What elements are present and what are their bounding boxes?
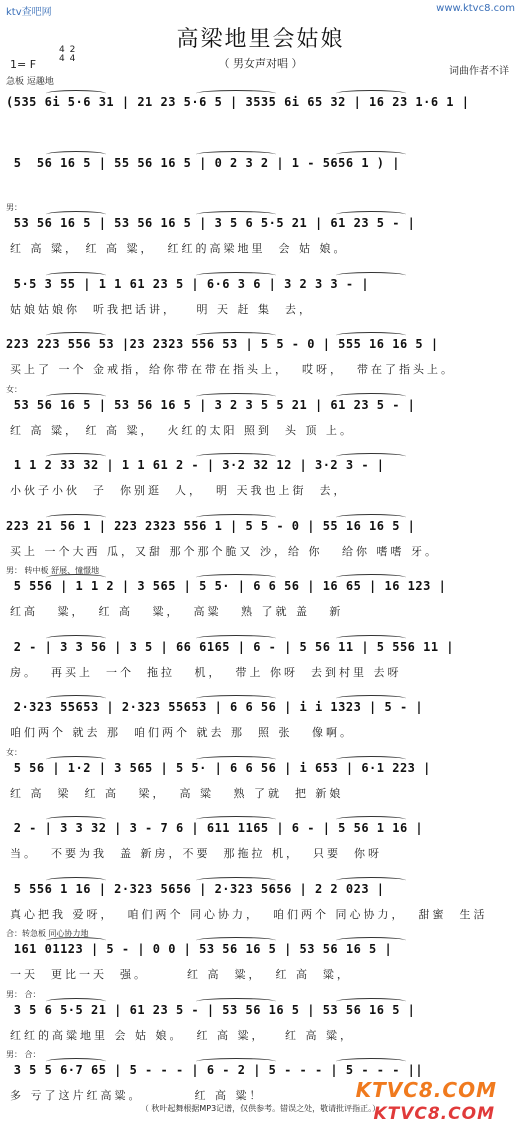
footnote: （ 秋叶起舞根据MP3记谱，仅供参考。错误之处，敬请批评指正。） xyxy=(140,1104,381,1113)
lyric-line: 当。 不要为我 盖 新房，不要 那拖拉 机， 只要 你呀 xyxy=(10,847,382,860)
section-label: 男： 合： xyxy=(6,990,41,999)
score-row xyxy=(6,277,513,323)
watermark-logo-orange: KTVC8.COM xyxy=(355,1078,497,1102)
notation-line: 53 56 16 5 | 53 56 16 5 | 3 5 6 5·5 21 | 61 23 5 - | xyxy=(6,216,416,230)
notation-line: 2·323 55653 | 2·323 55653 | 6 6 56 | i i 1323 | 5 - | xyxy=(6,700,424,714)
slur-mark xyxy=(196,574,276,581)
notation-line: 5 556 1 16 | 2·323 5656 | 2·323 5656 | 2 2 023 | xyxy=(6,882,385,896)
lyric-line: 买上了 一个 金戒指，给你带在带在指头上， 哎呀， 带在了指头上。 xyxy=(10,363,455,376)
score-row xyxy=(6,700,513,746)
time-signature xyxy=(58,46,76,64)
notation-line: 5 56 | 1·2 | 3 565 | 5 5· | 6 6 56 | i 653 | 6·1 223 | xyxy=(6,761,431,775)
section-label: 女： xyxy=(6,748,22,757)
slur-mark xyxy=(196,998,276,1005)
score-row xyxy=(6,882,513,928)
slur-mark xyxy=(196,756,276,763)
score-row xyxy=(6,579,513,625)
lyric-line: 咱们两个 就去 那 咱们两个 就去 那 照 张 像啊。 xyxy=(10,726,354,739)
notation-line: 5 556 | 1 1 2 | 3 565 | 5 5· | 6 6 56 | 16 65 | 16 123 | xyxy=(6,579,447,593)
slur-mark xyxy=(46,937,106,944)
score-row xyxy=(6,216,513,262)
section-label: 合：转急板 同心协力地 xyxy=(6,929,89,938)
slur-mark xyxy=(336,574,406,581)
song-title: 高梁地里会姑娘 xyxy=(176,27,345,52)
lyric-line: 买上 一个大西 瓜，又甜 那个那个脆又 沙，给 你 给你 嗜嗜 牙。 xyxy=(10,545,439,558)
notation-line: 223 21 56 1 | 223 2323 556 1 | 5 5 - 0 | 55 16 16 5 | xyxy=(6,519,416,533)
slur-mark xyxy=(196,635,276,642)
notation-line: 5·5 3 55 | 1 1 61 23 5 | 6·6 3 6 | 3 2 3 3 - | xyxy=(6,277,370,291)
notation-line: 3 5 6 5·5 21 | 61 23 5 - | 53 56 16 5 | 53 56 16 5 | xyxy=(6,1003,416,1017)
section-label: 女： xyxy=(6,385,22,394)
slur-mark xyxy=(46,695,106,702)
slur-mark xyxy=(196,514,276,521)
lyric-line: 一天 更比一天 强。 红 高 粱， 红 高 粱， xyxy=(10,968,351,981)
lyric-line: 房。 再买上 一个 拖拉 机， 带上 你呀 去到村里 去呀 xyxy=(10,666,402,679)
section-label: 男： 合： xyxy=(6,1050,41,1059)
site-name-left: ktv查吧网 xyxy=(6,7,52,18)
slur-mark xyxy=(196,272,276,279)
score-row xyxy=(6,519,513,565)
section-label: 男： xyxy=(6,203,22,212)
slur-mark xyxy=(46,756,106,763)
slur-mark xyxy=(336,816,406,823)
score-row xyxy=(6,1003,513,1049)
lyric-line: 真心把我 爱呀， 咱们两个 同心协力， 咱们两个 同心协力， 甜蜜 生活 xyxy=(10,908,488,921)
notation-line: 161 01123 | 5 - | 0 0 | 53 56 16 5 | 53 56 16 5 | xyxy=(6,942,393,956)
notation-line: (535 6i 5·6 31 | 21 23 5·6 5 | 3535 6i 65 32 | 16 23 1·6 1 | xyxy=(6,95,470,109)
score-row xyxy=(6,156,513,202)
slur-mark xyxy=(336,756,406,763)
section-label: 男： 转中板 舒展、憧憬地 xyxy=(6,566,100,575)
slur-mark xyxy=(46,514,106,521)
slur-mark xyxy=(46,816,106,823)
key-signature: 1= F xyxy=(10,58,37,71)
notation-line: 2 - | 3 3 32 | 3 - 7 6 | 611 1165 | 6 - | 5 56 1 16 | xyxy=(6,821,424,835)
lyric-line: 红 高 梁 红 高 梁， 高 粱 熟 了就 把 新娘 xyxy=(10,787,344,800)
score-row xyxy=(6,942,513,988)
slur-mark xyxy=(46,393,106,400)
lyric-line: 红高 粱， 红 高 粱， 高粱 熟 了就 盖 新 xyxy=(10,605,344,618)
slur-mark xyxy=(196,816,276,823)
notation-line: 53 56 16 5 | 53 56 16 5 | 3 2 3 5 5 21 | 61 23 5 - | xyxy=(6,398,416,412)
slur-mark xyxy=(46,877,106,884)
score-row xyxy=(6,640,513,686)
score-row xyxy=(6,821,513,867)
slur-mark xyxy=(196,695,276,702)
slur-mark xyxy=(46,272,106,279)
slur-mark xyxy=(336,635,406,642)
slur-mark xyxy=(46,1058,106,1065)
slur-mark xyxy=(196,393,276,400)
score-row xyxy=(6,761,513,807)
slur-mark xyxy=(336,1058,406,1065)
slur-mark xyxy=(196,877,276,884)
slur-mark xyxy=(336,514,406,521)
slur-mark xyxy=(336,937,406,944)
lyric-line: 姑娘姑娘你 听我把话讲， 明 天 赶 集 去， xyxy=(10,303,313,316)
score-row xyxy=(6,458,513,504)
tempo-marking: 急板 逗趣地 xyxy=(6,77,54,87)
notation-line: 5 56 16 5 | 55 56 16 5 | 0 2 3 2 | 1 - 5656 1 ) | xyxy=(6,156,400,170)
slur-mark xyxy=(46,453,106,460)
watermark-logo-red: KTVC8.COM xyxy=(373,1104,495,1124)
time-bottom-1: 4 xyxy=(59,54,65,64)
time-bottom-2: 4 xyxy=(69,54,76,64)
slur-mark xyxy=(196,151,276,158)
slur-mark xyxy=(196,332,276,339)
slur-mark xyxy=(336,695,406,702)
slur-mark xyxy=(336,453,406,460)
score-row xyxy=(6,337,513,383)
slur-mark xyxy=(46,998,106,1005)
song-subtitle: （ 男女声对唱 ） xyxy=(218,57,303,70)
slur-mark xyxy=(336,90,406,97)
slur-mark xyxy=(46,151,106,158)
slur-mark xyxy=(336,998,406,1005)
slur-mark xyxy=(46,574,106,581)
lyric-line: 红 高 粱， 红 高 粱， 红红的高梁地里 会 姑 娘。 xyxy=(10,242,348,255)
slur-mark xyxy=(46,635,106,642)
slur-mark xyxy=(196,211,276,218)
slur-mark xyxy=(336,332,406,339)
credit-line: 词曲作者不详 xyxy=(449,66,509,77)
slur-mark xyxy=(46,90,106,97)
slur-mark xyxy=(336,393,406,400)
slur-mark xyxy=(196,1058,276,1065)
lyric-line: 多 亏了这片红高粱。 红 高 粱！ xyxy=(10,1089,264,1102)
time-top-2: 2 xyxy=(69,45,76,55)
score-row xyxy=(6,398,513,444)
notation-line: 2 - | 3 3 56 | 3 5 | 66 6165 | 6 - | 5 56 11 | 5 556 11 | xyxy=(6,640,455,654)
score-row xyxy=(6,95,513,141)
notation-line: 223 223 556 53 |23 2323 556 53 | 5 5 - 0 | 555 16 16 5 | xyxy=(6,337,439,351)
lyric-line: 红 高 粱， 红 高 粱， 火红的太阳 照到 头 顶 上。 xyxy=(10,424,354,437)
slur-mark xyxy=(336,272,406,279)
notation-line: 3 5 5 6·7 65 | 5 - - - | 6 - 2 | 5 - - - | 5 - - - || xyxy=(6,1063,424,1077)
lyric-line: 小伙子小伙 子 你别逛 人， 明 天我也上街 去， xyxy=(10,484,348,497)
slur-mark xyxy=(196,937,276,944)
slur-mark xyxy=(336,211,406,218)
slur-mark xyxy=(196,90,276,97)
lyric-line: 红红的高粱地里 会 姑 娘。 红 高 粱， 红 高 粱， xyxy=(10,1029,354,1042)
notation-line: 1 1 2 33 32 | 1 1 61 2 - | 3·2 32 12 | 3·2 3 - | xyxy=(6,458,385,472)
slur-mark xyxy=(46,211,106,218)
slur-mark xyxy=(336,151,406,158)
slur-mark xyxy=(336,877,406,884)
site-url-right: www.ktvc8.com xyxy=(436,3,515,14)
time-top-1: 4 xyxy=(59,45,65,55)
slur-mark xyxy=(46,332,106,339)
slur-mark xyxy=(196,453,276,460)
